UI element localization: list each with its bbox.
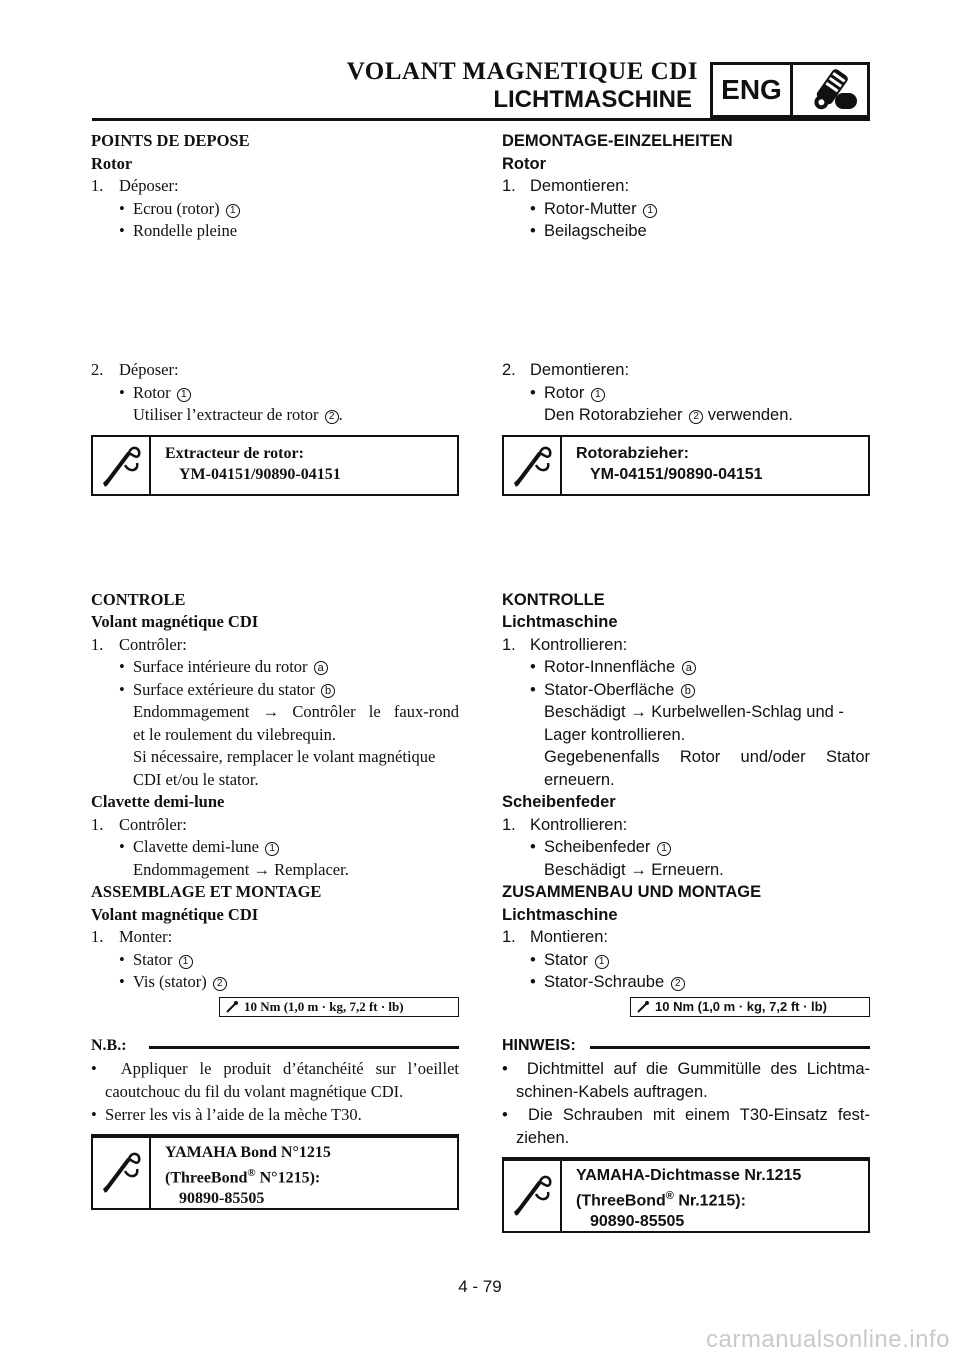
sealant-box <box>91 1134 459 1210</box>
instruction: Lager kontrollieren. <box>544 726 686 744</box>
bullet-item: • Rotor-Innenfläche a <box>530 656 696 679</box>
callout-a: a <box>682 661 696 675</box>
bullet-item: • Ecrou (rotor) 1 <box>119 198 240 221</box>
callout-1: 1 <box>179 955 193 969</box>
callout-1: 1 <box>657 842 671 856</box>
bullet-item: • Scheibenfeder 1 <box>530 836 671 859</box>
subheading: Scheibenfeder <box>502 793 616 811</box>
instruction: CDI et/ou le stator. <box>133 770 259 789</box>
step: 1. Demontieren: <box>502 177 630 195</box>
instruction: et le roulement du vilebrequin. <box>133 725 336 744</box>
instruction: Si nécessaire, remplacer le volant magnétique <box>133 747 436 766</box>
tool-text: Extracteur de rotor: YM-04151/90890-04151 <box>165 445 341 483</box>
special-tool-box <box>91 435 459 496</box>
bullet-item: • Rotor 1 <box>530 382 605 405</box>
subheading: Lichtmaschine <box>502 613 618 631</box>
instruction: Den Rotorabzieher 2 verwenden. <box>544 406 793 424</box>
header-rule <box>92 118 870 121</box>
callout-1: 1 <box>226 204 240 218</box>
eng-badge <box>710 62 870 118</box>
sealant-text: YAMAHA Bond N°1215 (ThreeBond® N°1215): 90890-85505 <box>165 1144 331 1208</box>
bullet-item: • Rotor 1 <box>119 382 191 405</box>
instruction: Beschädigt → Erneuern. <box>544 861 724 879</box>
step: 1. Déposer: <box>91 176 179 195</box>
bullet-item: • Beilagscheibe <box>530 222 647 240</box>
subheading: Rotor <box>502 155 546 173</box>
eng-badge-label: ENG <box>713 65 793 115</box>
heading: KONTROLLE <box>502 591 605 609</box>
instruction: Gegebenenfalls Rotor und/oder Stator <box>544 748 870 766</box>
note-item: • Die Schrauben mit einem T30-Einsatz fest-ziehen. <box>502 1106 871 1147</box>
subheading: Rotor <box>91 154 133 173</box>
instruction: Endommagement → Remplacer. <box>133 860 349 879</box>
bullet-item: • Rotor-Mutter 1 <box>530 198 657 221</box>
bullet-item: • Stator-Schraube 2 <box>530 971 685 994</box>
step: 1. Contrôler: <box>91 635 187 654</box>
heading: DEMONTAGE-EINZELHEITEN <box>502 132 733 150</box>
step: 1. Kontrollieren: <box>502 816 628 834</box>
tool-text: Rotorabzieher: YM-04151/90890-04151 <box>576 445 763 483</box>
note-header: N.B.: <box>91 1035 459 1055</box>
engine-icon <box>793 65 867 115</box>
sealant-text: YAMAHA-Dichtmasse Nr.1215 (ThreeBond® Nr.1215): 90890-85505 <box>576 1167 802 1231</box>
instruction: Beschädigt → Kurbelwellen-Schlag und - <box>544 703 844 721</box>
step: 1. Montieren: <box>502 928 608 946</box>
subheading: Volant magnétique CDI <box>91 905 259 924</box>
bullet-item: • Surface intérieure du rotor a <box>119 656 328 679</box>
note-header: HINWEIS: <box>502 1035 870 1055</box>
header-title-fr: VOLANT MAGNETIQUE CDI <box>346 58 698 85</box>
callout-b: b <box>321 684 335 698</box>
callout-b: b <box>681 684 695 698</box>
torque-wrench-icon <box>225 1000 239 1014</box>
callout-2: 2 <box>689 410 703 424</box>
bullet-item: • Rondelle pleine <box>119 221 238 240</box>
torque-wrench-icon <box>636 1000 650 1014</box>
instruction: Endommagement → Contrôler le faux-rond <box>133 702 459 721</box>
bullet-item: • Stator 1 <box>119 949 193 972</box>
torque-spec: 10 Nm (1,0 m · kg, 7,2 ft · lb) <box>630 997 870 1017</box>
callout-1: 1 <box>591 388 605 402</box>
torque-spec: 10 Nm (1,0 m · kg, 7,2 ft · lb) <box>219 997 459 1017</box>
bullet-item: • Surface extérieure du stator b <box>119 679 335 702</box>
callout-2: 2 <box>671 977 685 991</box>
step: 1. Monter: <box>91 927 173 946</box>
bullet-item: • Clavette demi-lune 1 <box>119 836 279 859</box>
step: 1. Contrôler: <box>91 815 187 834</box>
callout-1: 1 <box>177 388 191 402</box>
instruction: erneuern. <box>544 771 615 789</box>
note-item: • Serrer les vis à l’aide de la mèche T30. <box>91 1105 362 1124</box>
note-item: • Appliquer le produit d’étanchéité sur l’oeillet caoutchouc du fil du volant magnétique CDI. <box>91 1059 459 1101</box>
subheading: Volant magnétique CDI <box>91 612 259 631</box>
callout-1: 1 <box>265 842 279 856</box>
subheading: Lichtmaschine <box>502 906 618 924</box>
bullet-item: • Stator 1 <box>530 949 609 972</box>
callout-1: 1 <box>595 955 609 969</box>
instruction: Utiliser l’extracteur de rotor 2 . <box>133 405 343 424</box>
heading: ZUSAMMENBAU UND MONTAGE <box>502 883 762 901</box>
callout-a: a <box>314 661 328 675</box>
watermark: carmanualsonline.info <box>706 1326 950 1353</box>
bullet-item: • Stator-Oberfläche b <box>530 679 695 702</box>
page-number: 4 - 79 <box>458 1277 502 1296</box>
heading: POINTS DE DEPOSE <box>91 131 250 150</box>
tool-icon <box>93 437 151 494</box>
sealant-box <box>502 1157 870 1233</box>
heading: CONTROLE <box>91 590 186 609</box>
step: 1. Kontrollieren: <box>502 636 628 654</box>
step: 2. Demontieren: <box>502 361 630 379</box>
heading: ASSEMBLAGE ET MONTAGE <box>91 882 322 901</box>
tool-icon <box>504 437 562 494</box>
note-item: • Dichtmittel auf die Gummitülle des Lichtma-schinen-Kabels auftragen. <box>502 1060 870 1101</box>
bullet-item: • Vis (stator) 2 <box>119 971 227 994</box>
special-tool-box <box>502 435 870 496</box>
tool-icon <box>504 1159 562 1231</box>
tool-icon <box>93 1136 151 1208</box>
callout-1: 1 <box>643 204 657 218</box>
step: 2. Déposer: <box>91 360 179 379</box>
subheading: Clavette demi-lune <box>91 792 225 811</box>
callout-2: 2 <box>325 410 339 424</box>
header-title-de: LICHTMASCHINE <box>493 86 692 113</box>
callout-2: 2 <box>213 977 227 991</box>
